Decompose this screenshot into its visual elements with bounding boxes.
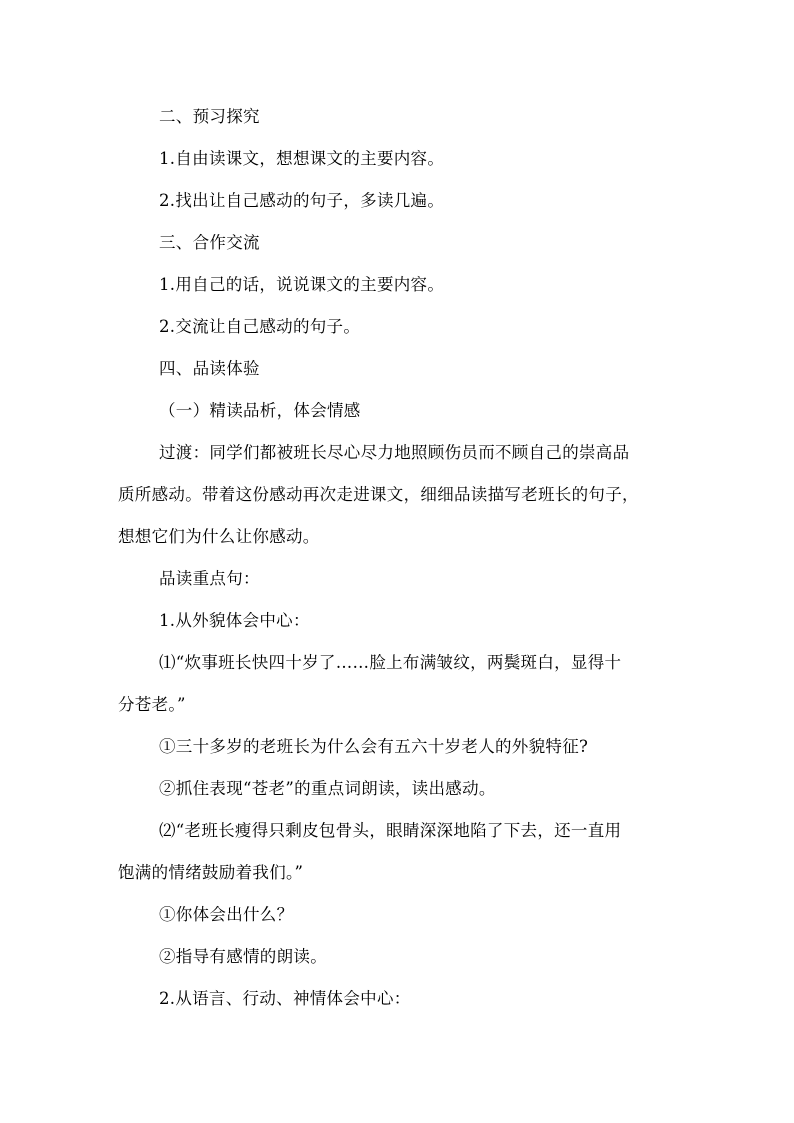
paragraph-line: 2.找出让自己感动的句子，多读几遍。 [159, 191, 445, 210]
section-heading-preview: 二、预习探究 [159, 107, 260, 126]
paragraph-line: ②指导有感情的朗读。 [159, 947, 327, 966]
section-heading-reading: 四、品读体验 [159, 359, 260, 378]
paragraph-line: 分苍老。” [118, 695, 186, 714]
paragraph-line: 1.用自己的话，说说课文的主要内容。 [159, 275, 445, 294]
paragraph-line: 2.交流让自己感动的句子。 [159, 317, 361, 336]
paragraph-line: 想想它们为什么让你感动。 [118, 527, 320, 546]
paragraph-line: ①三十多岁的老班长为什么会有五六十岁老人的外貌特征? [159, 737, 589, 756]
paragraph-line: 质所感动。带着这份感动再次走进课文，细细品读描写老班长的句子， [118, 485, 639, 504]
paragraph-line: 2.从语言、行动、神情体会中心： [159, 989, 411, 1008]
sub-heading: （一）精读品析，体会情感 [159, 401, 361, 420]
paragraph-line: 1.自由读课文，想想课文的主要内容。 [159, 149, 445, 168]
paragraph-line: 饱满的情绪鼓励着我们。” [118, 863, 304, 882]
paragraph-line: ②抓住表现“苍老”的重点词朗读，读出感动。 [159, 779, 496, 798]
paragraph-line: ⑴“炊事班长快四十岁了……脸上布满皱纹，两鬓斑白，显得十 [159, 653, 622, 672]
paragraph-line: 品读重点句： [159, 569, 260, 588]
paragraph-line: ⑵“老班长瘦得只剩皮包骨头，眼睛深深地陷了下去，还一直用 [159, 821, 622, 840]
paragraph-line: 过渡：同学们都被班长尽心尽力地照顾伤员而不顾自己的崇高品 [159, 443, 630, 462]
paragraph-line: ①你体会出什么？ [159, 905, 294, 924]
paragraph-line: 1.从外貌体会中心： [159, 611, 310, 630]
section-heading-cooperation: 三、合作交流 [159, 233, 260, 252]
